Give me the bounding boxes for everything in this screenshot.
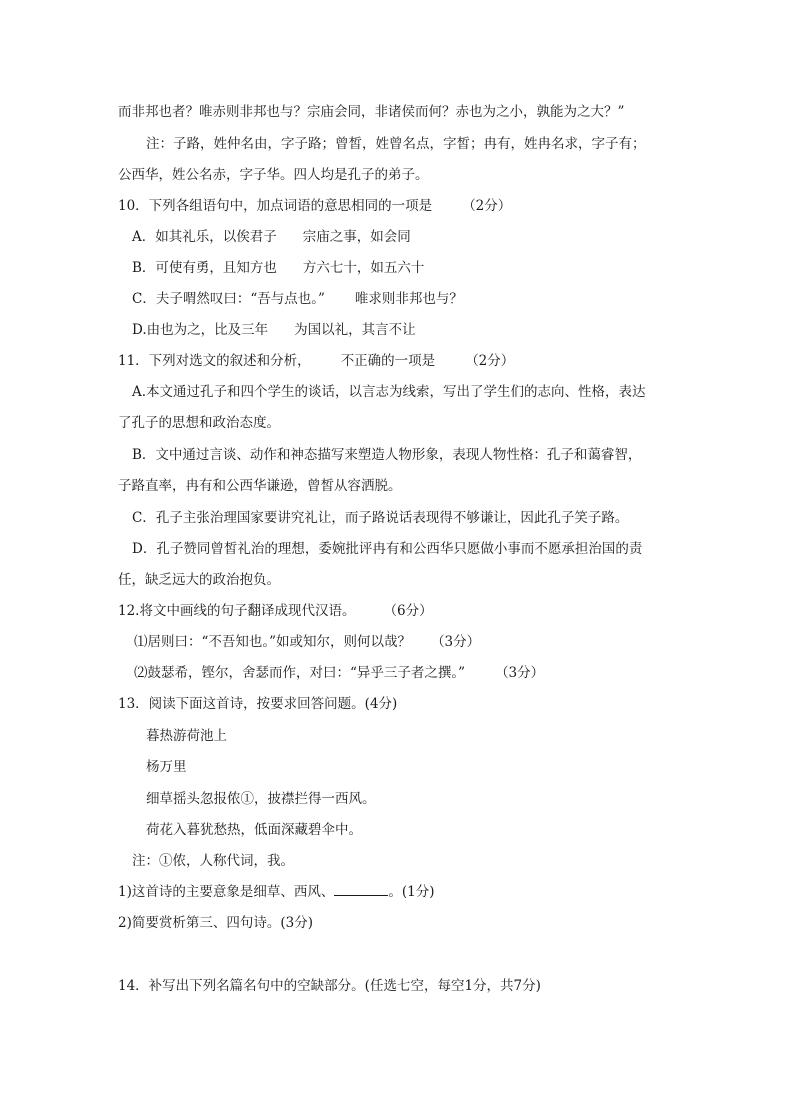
q13-poem-title: 暮热游荷池上 [146, 728, 227, 744]
q11-option-a-line-2: 了孔子的思想和政治态度。 [118, 415, 280, 431]
passage-note-line-2: 公西华，姓公名赤，字子华。四人均是孔子的弟子。 [118, 167, 429, 183]
q10-option-d: D.由也为之，比及三年 为国以礼，其言不让 [132, 322, 416, 338]
q12-sentence-2: ⑵鼓瑟希，铿尔，舍瑟而作，对曰：“异乎三子者之撰。” （3分） [134, 665, 545, 681]
q13-sub-question-1: 1)这首诗的主要意象是细草、西风、 。(1分) [118, 884, 435, 900]
q11-stem: 11．下列对选文的叙述和分析， 不正确的一项是 （2分） [118, 353, 515, 369]
q11-option-d-line-2: 任，缺乏远大的政治抱负。 [118, 572, 280, 588]
q10-option-c: C．夫子喟然叹曰：“吾与点也。” 唯求则非邦也与？ [132, 291, 463, 307]
q11-option-b-line-2: 子路直率，冉有和公西华谦逊，曾皙从容洒脱。 [118, 478, 402, 494]
passage-note-line-1: 注：子路，姓仲名由，字子路；曾皙，姓曾名点，字皙；冉有，姓冉名求，字子有； [146, 136, 646, 152]
q11-option-b-line-1: B．文中通过言谈、动作和神态描写来塑造人物形象，表现人物性格：孔子和蔼睿智， [132, 447, 642, 463]
q13-note: 注：①侬，人称代词，我。 [132, 853, 294, 869]
q14-stem: 14．补写出下列名篇名句中的空缺部分。(任选七空，每空1分，共7分) [118, 978, 541, 994]
q12-sentence-1: ⑴居则曰：“不吾知也。”如或知尔，则何以哉？ （3分） [134, 634, 481, 650]
q13-poem-author: 杨万里 [146, 759, 187, 775]
q13-stem: 13．阅读下面这首诗，按要求回答问题。(4分) [118, 696, 398, 712]
q10-stem: 10．下列各组语句中，加点词语的意思相同的一项是 （2分） [118, 198, 512, 214]
answer-blank[interactable] [334, 882, 388, 896]
q11-option-c: C．孔子主张治理国家要讲究礼让，而子路说话表现得不够谦让，因此孔子笑子路。 [132, 510, 629, 526]
q11-option-d-line-1: D．孔子赞同曾皙礼治的理想，委婉批评冉有和公西华只愿做小事而不愿承担治国的责 [132, 541, 643, 557]
q11-option-a-line-1: A.本文通过孔子和四个学生的谈话，以言志为线索，写出了学生们的志向、性格，表达 [132, 384, 646, 400]
q10-option-b: B．可使有勇，且知方也 方六七十，如五六十 [132, 260, 425, 276]
q10-option-a: A．如其礼乐，以俟君子 宗庙之事，如会同 [132, 229, 411, 245]
q13-poem-line-1: 细草摇头忽报侬①，披襟拦得一西风。 [146, 791, 376, 807]
q13-sub-question-2: 2)简要赏析第三、四句诗。(3分) [118, 915, 313, 931]
q12-stem: 12.将文中画线的句子翻译成现代汉语。 （6分） [118, 603, 433, 619]
q13-poem-line-2: 荷花入暮犹愁热，低面深藏碧伞中。 [146, 822, 362, 838]
passage-continuation: 而非邦也者？唯赤则非邦也与？宗庙会同，非诸侯而何？赤也为之小，孰能为之大？” [118, 104, 625, 120]
